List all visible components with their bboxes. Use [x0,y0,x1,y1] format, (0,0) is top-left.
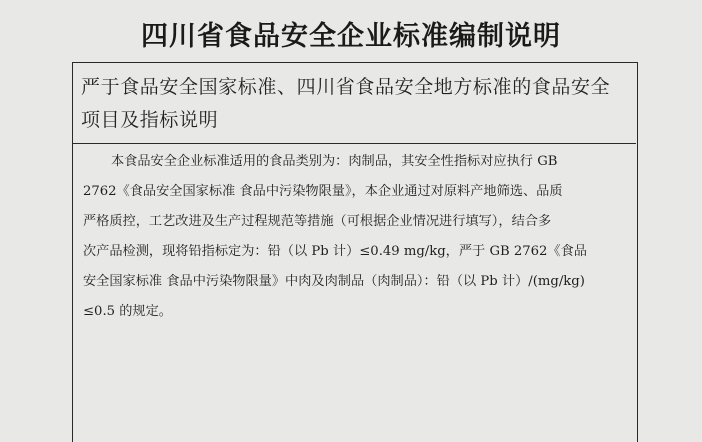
body-paragraph-line: ≤0.5 的规定。 [83,304,172,319]
explanation-body-cell [73,144,636,327]
body-paragraph-line: 次产品检测，现将铅指标定为：铅（以 Pb 计）≤0.49 mg/kg，严于 GB 2762《食品 [83,244,587,259]
section-heading-line: 严于食品安全国家标准、四川省食品安全地方标准的食品安全 [81,76,611,98]
body-paragraph-line: 安全国家标准 食品中污染物限量》中肉及肉制品（肉制品）：铅（以 Pb 计）/(mg/kg) [83,274,585,289]
explanation-table [72,62,638,442]
body-paragraph-line: 本食品安全企业标准适用的食品类别为：肉制品，其安全性指标对应执行 GB [111,154,558,169]
document-title: 四川省食品安全企业标准编制说明 [141,21,561,52]
section-heading-line: 项目及指标说明 [81,109,219,131]
section-heading-cell [73,63,636,144]
body-paragraph-line: 严格质控，工艺改进及生产过程规范等措施（可根据企业情况进行填写），结合多 [83,214,552,229]
body-paragraph-line: 2762《食品安全国家标准 食品中污染物限量》，本企业通过对原料产地筛选、品质 [83,184,563,199]
